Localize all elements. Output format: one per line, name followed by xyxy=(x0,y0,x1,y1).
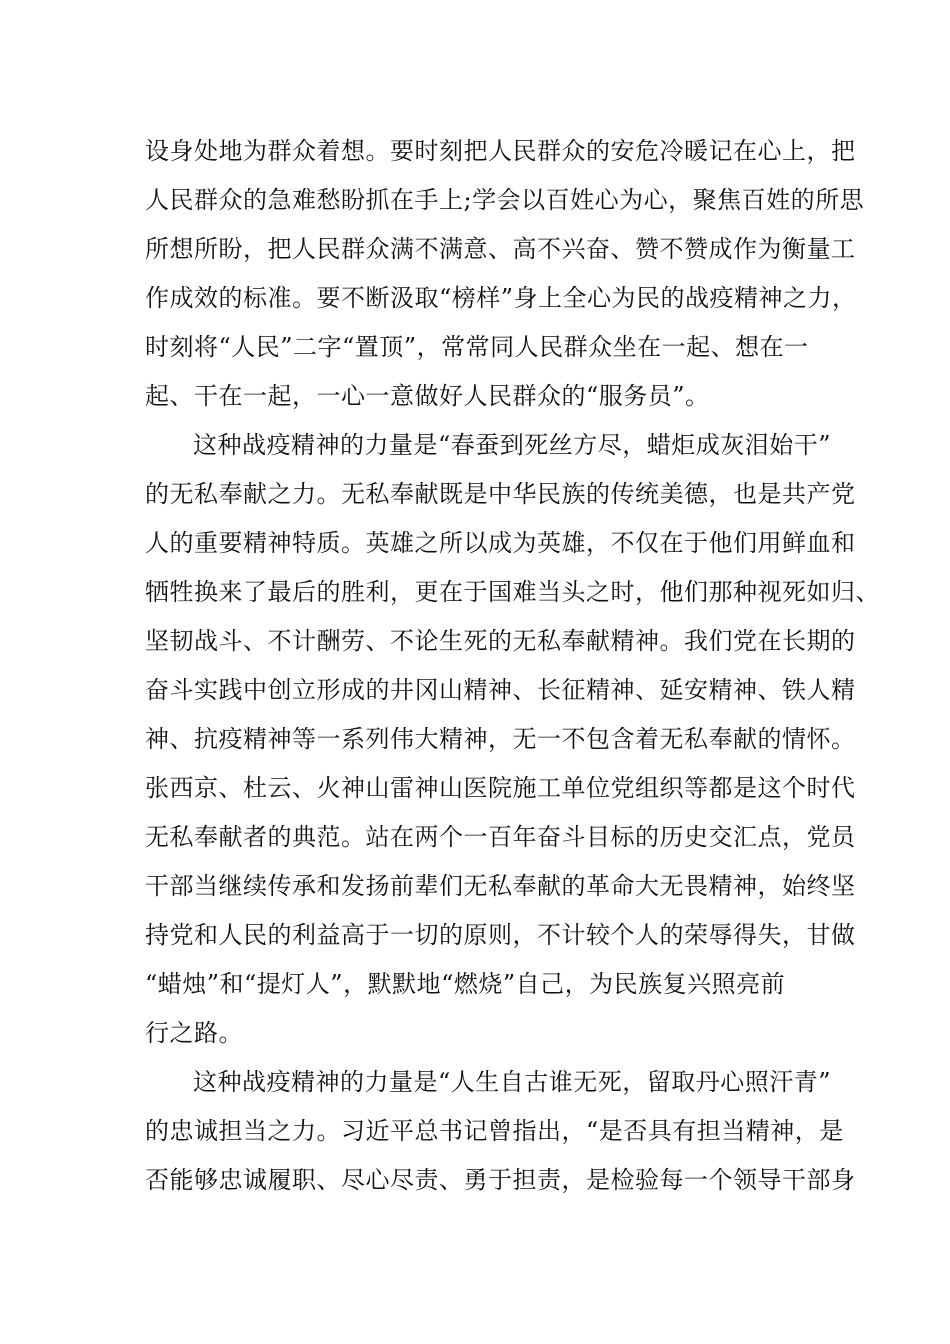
text-line: 干部当继续传承和发扬前辈们无私奉献的革命大无畏精神，始终坚 xyxy=(145,872,856,900)
text-line: 坚韧战斗、不计酬劳、不论生死的无私奉献精神。我们党在长期的 xyxy=(145,627,856,655)
text-line: 的忠诚担当之力。习近平总书记曾指出，“是否具有担当精神，是 xyxy=(145,1117,844,1145)
text-line: 设身处地为群众着想。要时刻把人民群众的安危冷暖记在心上，把 xyxy=(145,137,856,165)
text-line: 作成效的标准。要不断汲取“榜样”身上全心为民的战疫精神之力， xyxy=(145,284,857,312)
text-line: 起、干在一起，一心一意做好人民群众的“服务员”。 xyxy=(145,382,710,410)
text-line: 人的重要精神特质。英雄之所以成为英雄，不仅在于他们用鲜血和 xyxy=(145,529,856,557)
text-line: 人民群众的急难愁盼抓在手上;学会以百姓心为心，聚焦百姓的所思 xyxy=(145,186,865,214)
text-line: 否能够忠诚履职、尽心尽责、勇于担责，是检验每一个领导干部身 xyxy=(145,1166,856,1194)
text-line: 的无私奉献之力。无私奉献既是中华民族的传统美德，也是共产党 xyxy=(145,480,856,508)
text-line: 所想所盼，把人民群众满不满意、高不兴奋、赞不赞成作为衡量工 xyxy=(145,235,856,263)
text-line: 持党和人民的利益高于一切的原则，不计较个人的荣辱得失，甘做 xyxy=(145,921,856,949)
text-line: 牺牲换来了最后的胜利，更在于国难当头之时，他们那种视死如归、 xyxy=(145,578,880,606)
text-line: 行之路。 xyxy=(145,1019,243,1047)
text-line: 无私奉献者的典范。站在两个一百年奋斗目标的历史交汇点，党员 xyxy=(145,823,856,851)
text-line: “蜡烛”和“提灯人”，默默地“燃烧”自己，为民族复兴照亮前 xyxy=(145,970,786,998)
text-line: 时刻将“人民”二字“置顶”，常常同人民群众坐在一起、想在一 xyxy=(145,333,809,361)
text-line: 奋斗实践中创立形成的井冈山精神、长征精神、延安精神、铁人精 xyxy=(145,676,856,704)
paragraph-first-line: 这种战疫精神的力量是“春蚕到死丝方尽，蜡炬成灰泪始干” xyxy=(193,431,832,459)
text-line: 神、抗疫精神等一系列伟大精神，无一不包含着无私奉献的情怀。 xyxy=(145,725,856,753)
paragraph-first-line: 这种战疫精神的力量是“人生自古谁无死，留取丹心照汗青” xyxy=(193,1068,832,1096)
text-line: 张西京、杜云、火神山雷神山医院施工单位党组织等都是这个时代 xyxy=(145,774,856,802)
